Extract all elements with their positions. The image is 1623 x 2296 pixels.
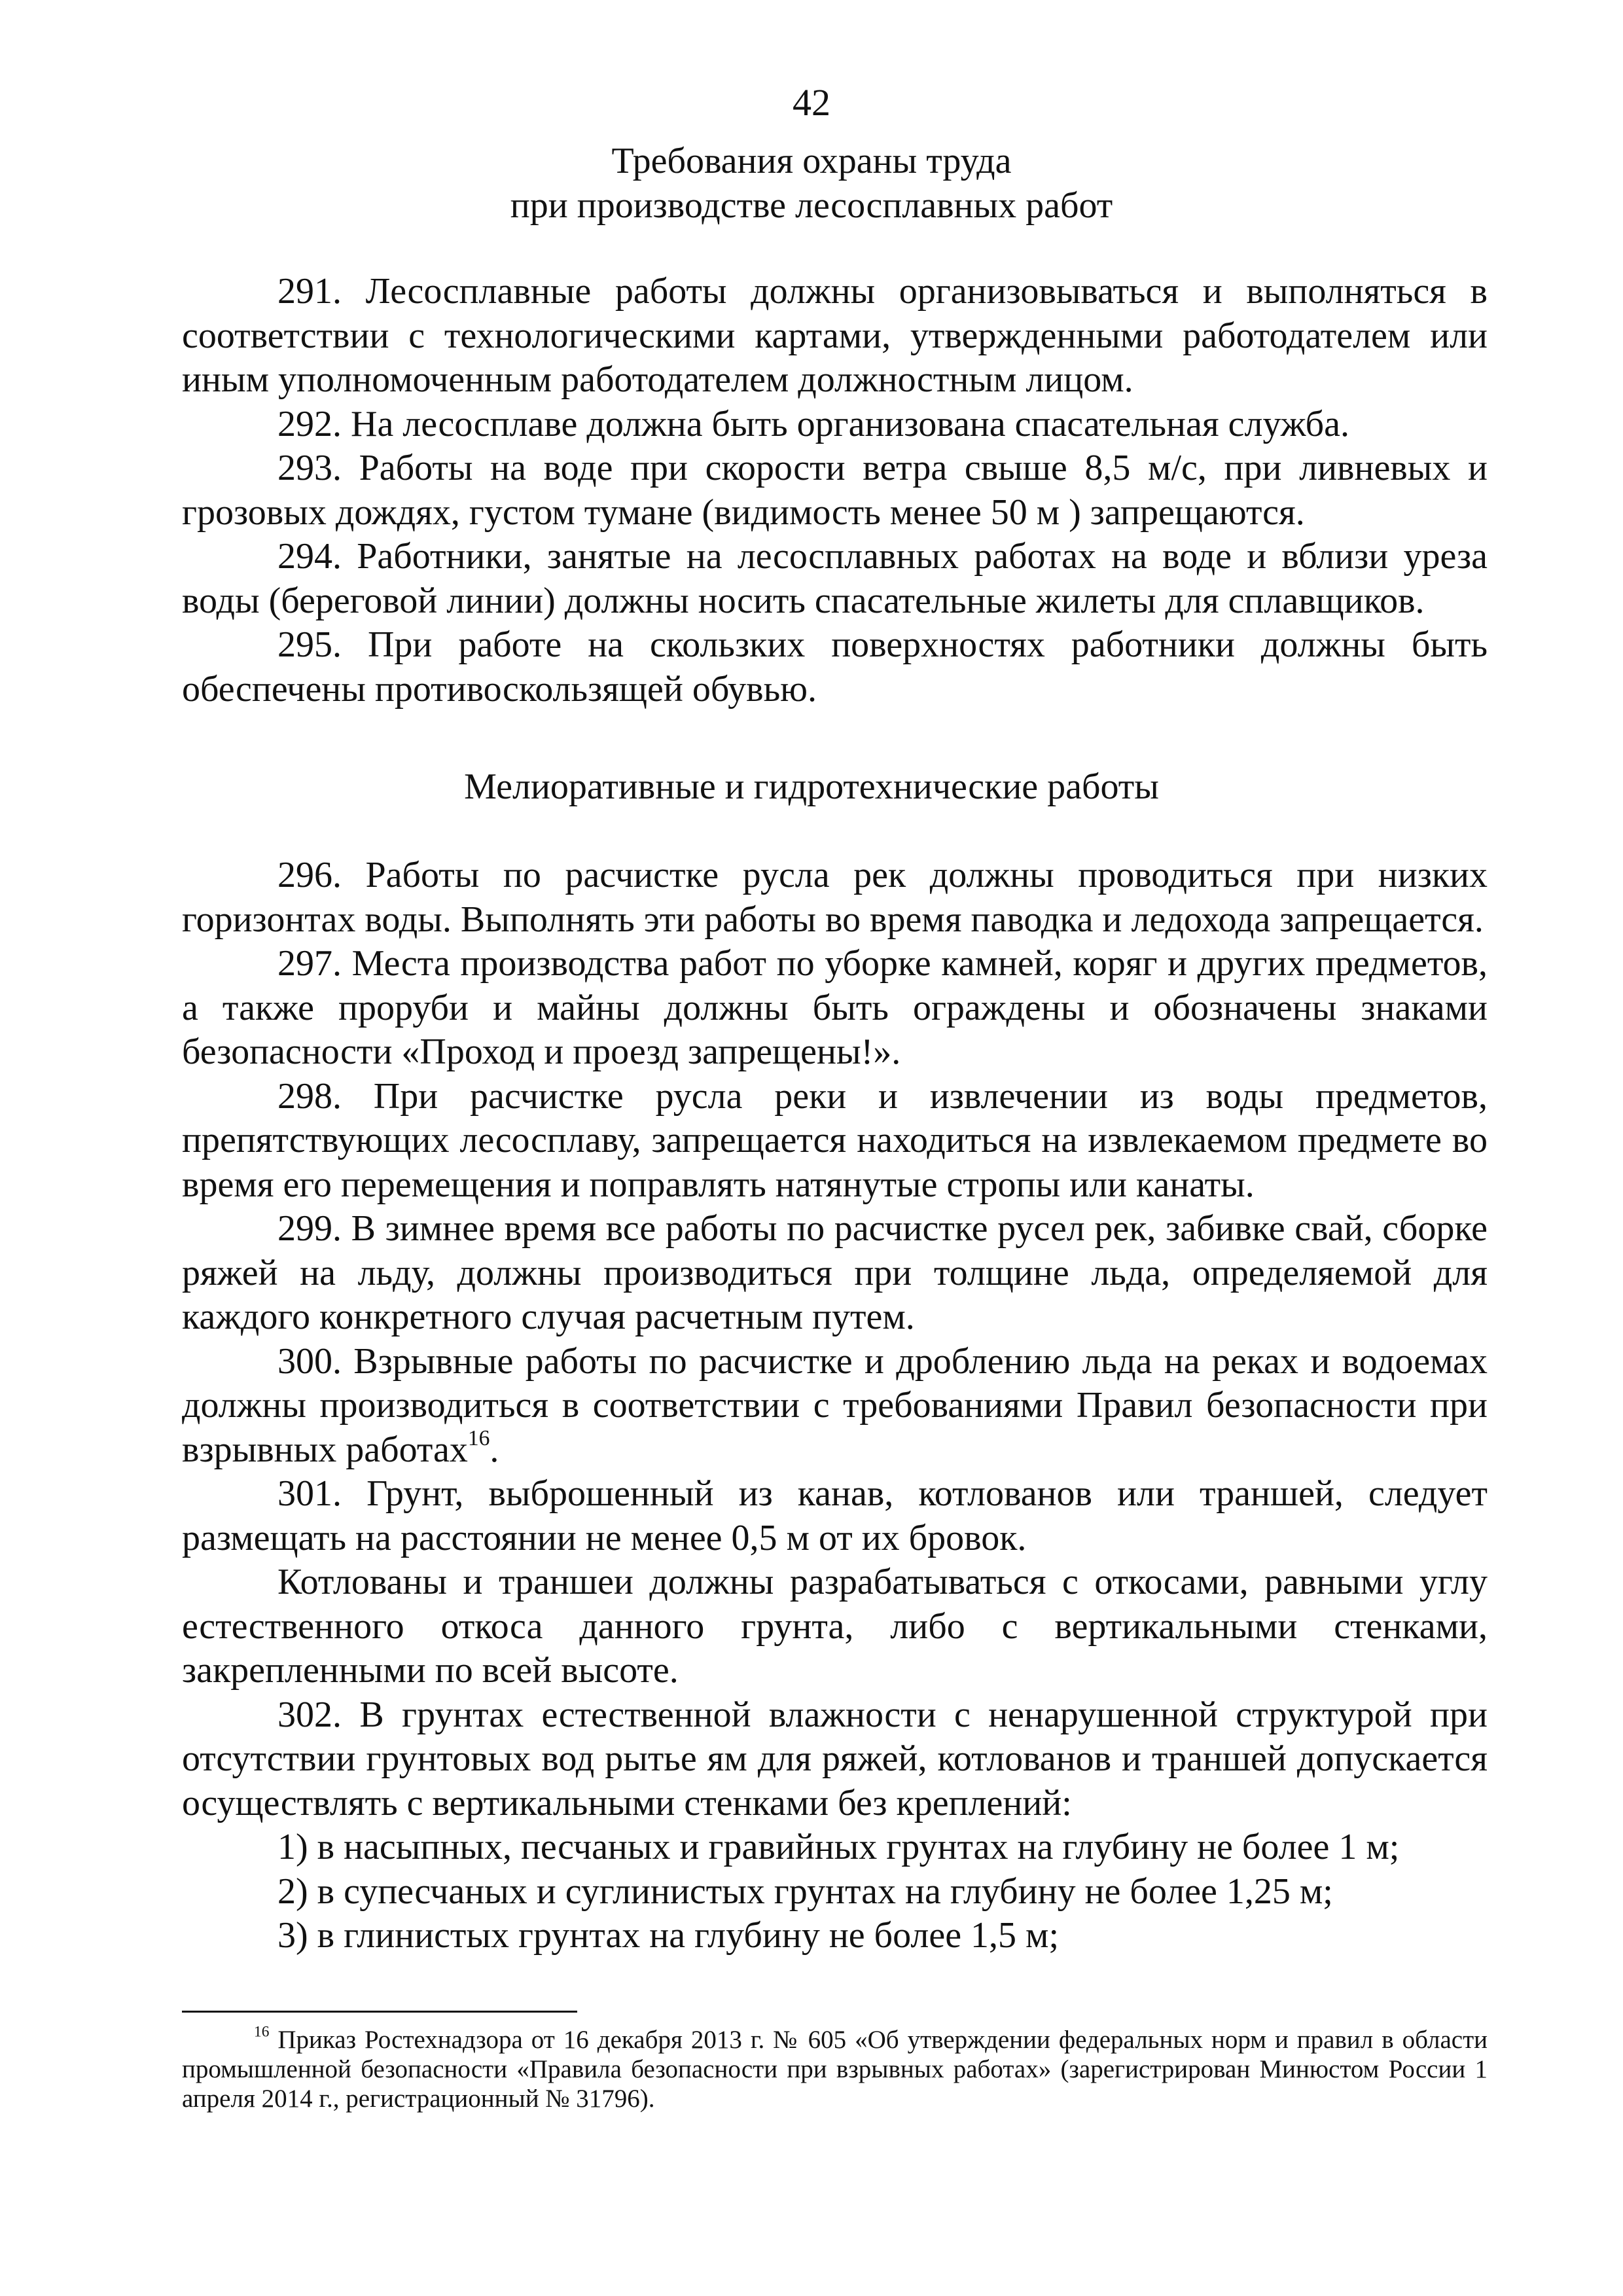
paragraph-300-text: 300. Взрывные работы по расчистке и дроблению льда на реках и водоемах должны производиться в соответствии с требованиями Правил безопасности при взрывных работах xyxy=(182,1340,1488,1470)
paragraph-299: 299. В зимнее время все работы по расчистке русел рек, забивке свай, сборке ряжей на льду, должны производиться при толщине льда, определяемой для каждого конкретного случая расчетным путем. xyxy=(182,1208,1488,1337)
footnote-marker: 16 xyxy=(254,2023,270,2041)
footnote-text: Приказ Ростехнадзора от 16 декабря 2013 г. № 605 «Об утверждении федеральных норм и правил в области промышленной безопасности «Правила безопасности при взрывных работах» (зарегистрирован Минюстом России 1 апреля 2014 г., регистрационный № 31796). xyxy=(182,2026,1488,2113)
paragraph-300-end: . xyxy=(490,1429,499,1470)
paragraph-293: 293. Работы на воде при скорости ветра свыше 8,5 м/с, при ливневых и грозовых дождях, густом тумане (видимость менее 50 м ) запрещаются. xyxy=(182,448,1488,533)
section-heading-timber-rafting xyxy=(0,139,1623,228)
section-body-land-reclamation xyxy=(182,853,1488,1958)
page-number: 42 xyxy=(793,81,830,124)
paragraph-295: 295. При работе на скользких поверхностях работники должны быть обеспечены противоскользящей обувью. xyxy=(182,624,1488,709)
list-item-1: 1) в насыпных, песчаных и гравийных грунтах на глубину не более 1 м; xyxy=(277,1827,1400,1867)
paragraph-298: 298. При расчистке русла реки и извлечении из воды предметов, препятствующих лесосплаву, запрещается находиться на извлекаемом предмете во время его перемещения и поправлять натянутые стропы или канаты. xyxy=(182,1075,1488,1205)
section-heading-line-1: Требования охраны труда xyxy=(611,141,1012,181)
paragraph-301-continuation: Котлованы и траншеи должны разрабатываться с откосами, равными углу естественного откоса данного грунта, либо с вертикальными стенками, закрепленными по всей высоте. xyxy=(182,1562,1488,1691)
paragraph-297: 297. Места производства работ по уборке камней, коряг и других предметов, а также проруби и майны должны быть ограждены и обозначены знаками безопасности «Проход и проезд запрещены!». xyxy=(182,943,1488,1072)
paragraph-292: 292. На лесосплаве должна быть организована спасательная служба. xyxy=(277,403,1349,444)
section-heading-line: Мелиоративные и гидротехнические работы xyxy=(464,766,1159,807)
list-item-2: 2) в супесчаных и суглинистых грунтах на глубину не более 1,25 м; xyxy=(277,1871,1333,1912)
paragraph-300 xyxy=(182,1340,1488,1473)
paragraph-301: 301. Грунт, выброшенный из канав, котлованов или траншей, следует размещать на расстоянии не менее 0,5 м от их бровок. xyxy=(182,1473,1488,1558)
section-body-timber-rafting xyxy=(182,270,1488,711)
paragraph-296: 296. Работы по расчистке русла рек должны проводиться при низких горизонтах воды. Выполнять эти работы во время паводка и ледохода запрещается. xyxy=(182,855,1488,940)
section-heading-line-2: при производстве лесосплавных работ xyxy=(510,185,1113,226)
paragraph-294: 294. Работники, занятые на лесосплавных работах на воде и вблизи уреза воды (береговой линии) должны носить спасательные жилеты для сплавщиков. xyxy=(182,536,1488,621)
footnote-reference[interactable]: 16 xyxy=(467,1426,490,1450)
paragraph-302: 302. В грунтах естественной влажности с ненарушенной структурой при отсутствии грунтовых вод рытье ям для ряжей, котлованов и траншей допускается осуществлять с вертикальными стенками без креплений: xyxy=(182,1694,1488,1823)
footnote-16 xyxy=(182,2025,1488,2113)
list-item-3: 3) в глинистых грунтах на глубину не более 1,5 м; xyxy=(277,1915,1060,1956)
section-heading-land-reclamation xyxy=(0,764,1623,809)
footnote-divider xyxy=(182,2011,577,2013)
paragraph-291: 291. Лесосплавные работы должны организовываться и выполняться в соответствии с технологическими картами, утвержденными работодателем или иным уполномоченным работодателем должностным лицом. xyxy=(182,271,1488,400)
